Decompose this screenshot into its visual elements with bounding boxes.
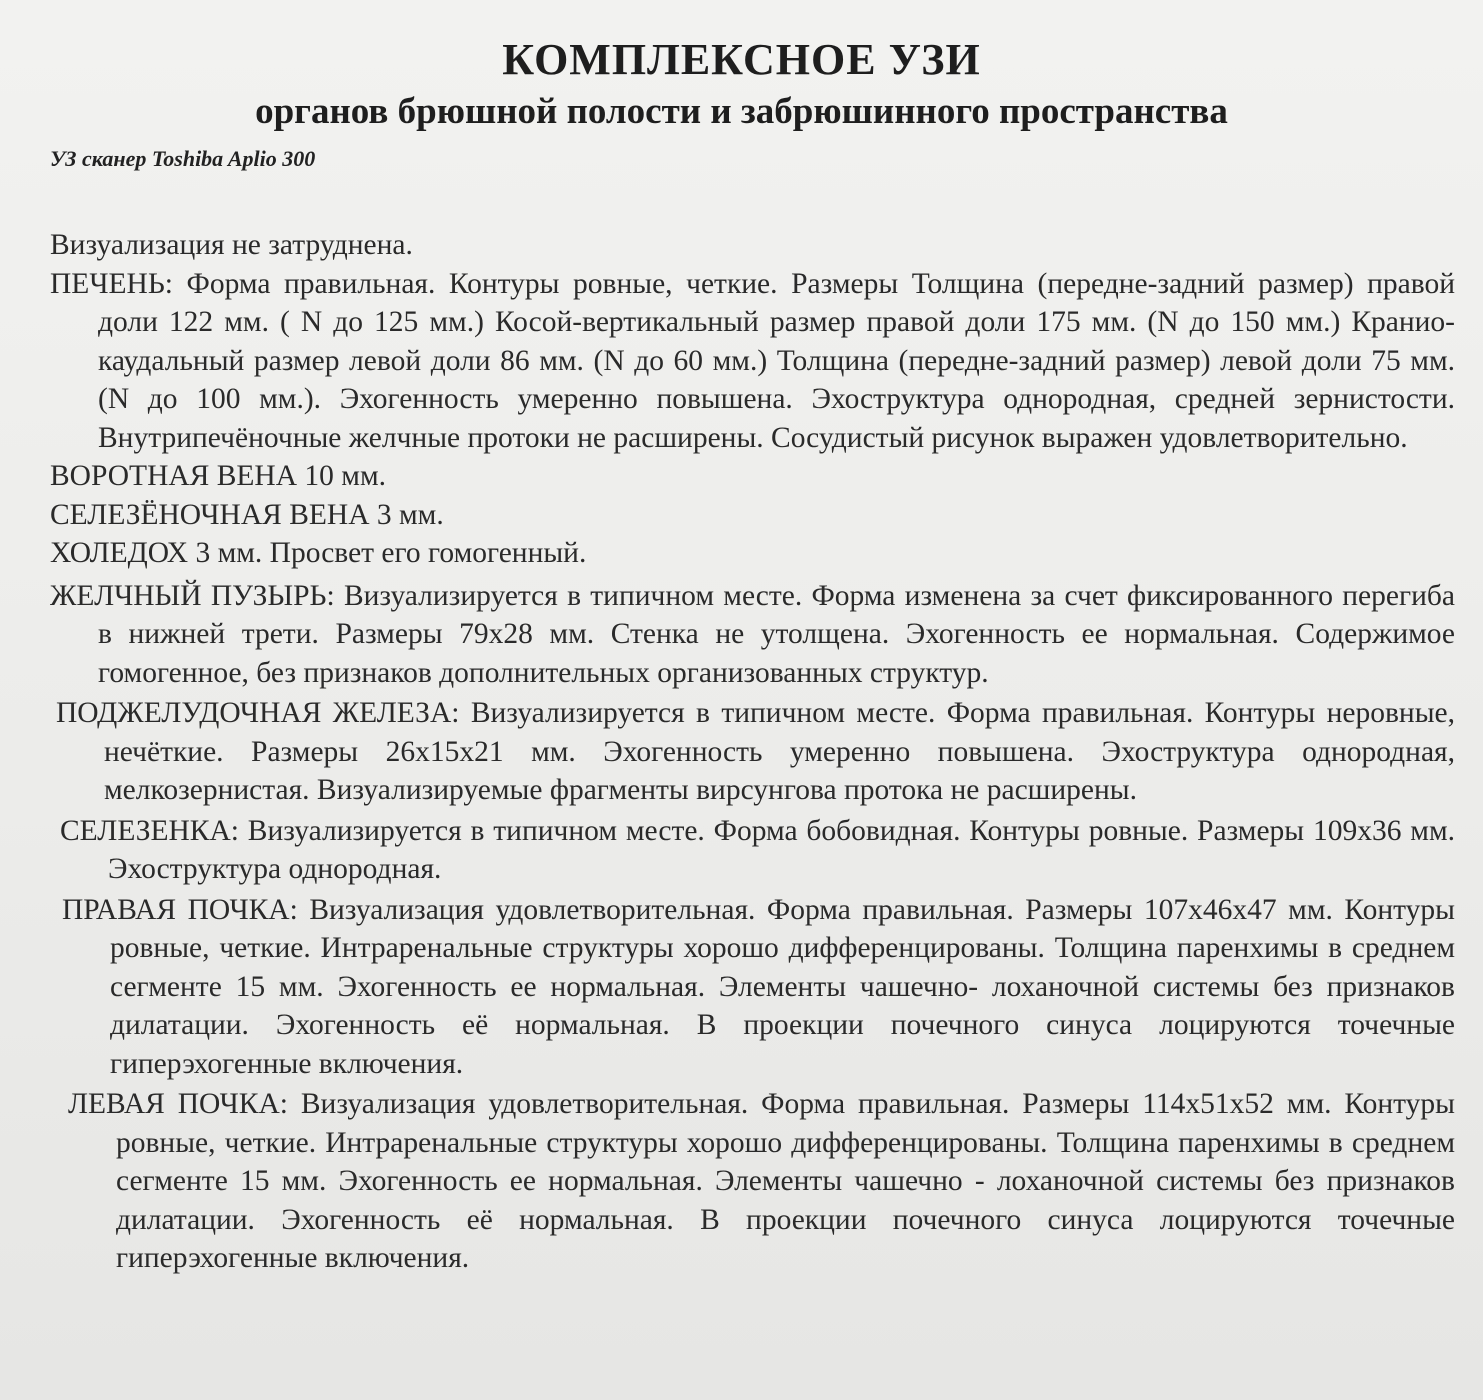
document-subtitle: органов брюшной полости и забрюшинного пространства — [255, 91, 1228, 132]
paragraph-portal-vein: ВОРОТНАЯ ВЕНА 10 мм. — [50, 460, 386, 492]
paragraph-splenic-vein: СЕЛЕЗЁНОЧНАЯ ВЕНА 3 мм. — [50, 498, 444, 531]
scanner-device-line: УЗ сканер Toshiba Aplio 300 — [50, 146, 316, 171]
paragraph-liver: ПЕЧЕНЬ: Форма правильная. Контуры ровные, четкие. Размеры Толщина (передне-задний размер) правой доли 122 мм. ( N до 125 мм.) Косой-вертикальный размер правой доли 175 мм. (N до 150 мм.) Кранио-каудальный размер левой доли 86 мм. (N до 60 мм.) Толщина (передне-задний размер) левой доли 75 мм. (N до 100 мм.). Эхогенность умеренно повышена. Эхоструктура однородная, средней зернистости. Внутрипечёночные желчные протоки не расширены. Сосудистый рисунок выражен удовлетворительно. — [50, 267, 1455, 454]
paragraph-visualization: Визуализация не затруднена. — [50, 229, 413, 261]
paragraph-gallbladder: ЖЕЛЧНЫЙ ПУЗЫРЬ: Визуализируется в типичном месте. Форма изменена за счет фиксированного перегиба в нижней трети. Размеры 79x28 мм. Стенка не утолщена. Эхогенность ее нормальная. Содержимое гомогенное, без признаков дополнительных организованных структур. — [50, 579, 1455, 689]
paragraph-pancreas: ПОДЖЕЛУДОЧНАЯ ЖЕЛЕЗА: Визуализируется в типичном месте. Форма правильная. Контуры неровные, нечёткие. Размеры 26x15x21 мм. Эхогенность умеренно повышена. Эхоструктура однородная, мелкозернистая. Визуализируемые фрагменты вирсунгова протока не расширены. — [56, 697, 1455, 806]
paragraph-choledochus: ХОЛЕДОХ 3 мм. Просвет его гомогенный. — [50, 537, 587, 569]
report-body — [50, 226, 1455, 1278]
paragraph-spleen: СЕЛЕЗЕНКА: Визуализируется в типичном месте. Форма бобовидная. Контуры ровные. Размеры 109x36 мм. Эхоструктура однородная. — [60, 814, 1455, 885]
paragraph-left-kidney: ЛЕВАЯ ПОЧКА: Визуализация удовлетворительная. Форма правильная. Размеры 114x51x52 мм. Контуры ровные, четкие. Интраренальные структуры хорошо дифференцированы. Толщина паренхимы в среднем сегменте 15 мм. Эхогенность ее нормальная. Элементы чашечно - лоханочной системы без признаков дилатации. Эхогенность её нормальная. В проекции почечного синуса лоцируются точечные гиперэхогенные включения. — [68, 1088, 1455, 1274]
document-title: КОМПЛЕКСНОЕ УЗИ — [502, 35, 981, 84]
paragraph-right-kidney: ПРАВАЯ ПОЧКА: Визуализация удовлетворительная. Форма правильная. Размеры 107x46x47 мм. Контуры ровные, четкие. Интраренальные структуры хорошо дифференцированы. Толщина паренхимы в среднем сегменте 15 мм. Эхогенность ее нормальная. Элементы чашечно- лоханочной системы без признаков дилатации. Эхогенность её нормальная. В проекции почечного синуса лоцируются точечные гиперэхогенные включения. — [62, 893, 1455, 1080]
